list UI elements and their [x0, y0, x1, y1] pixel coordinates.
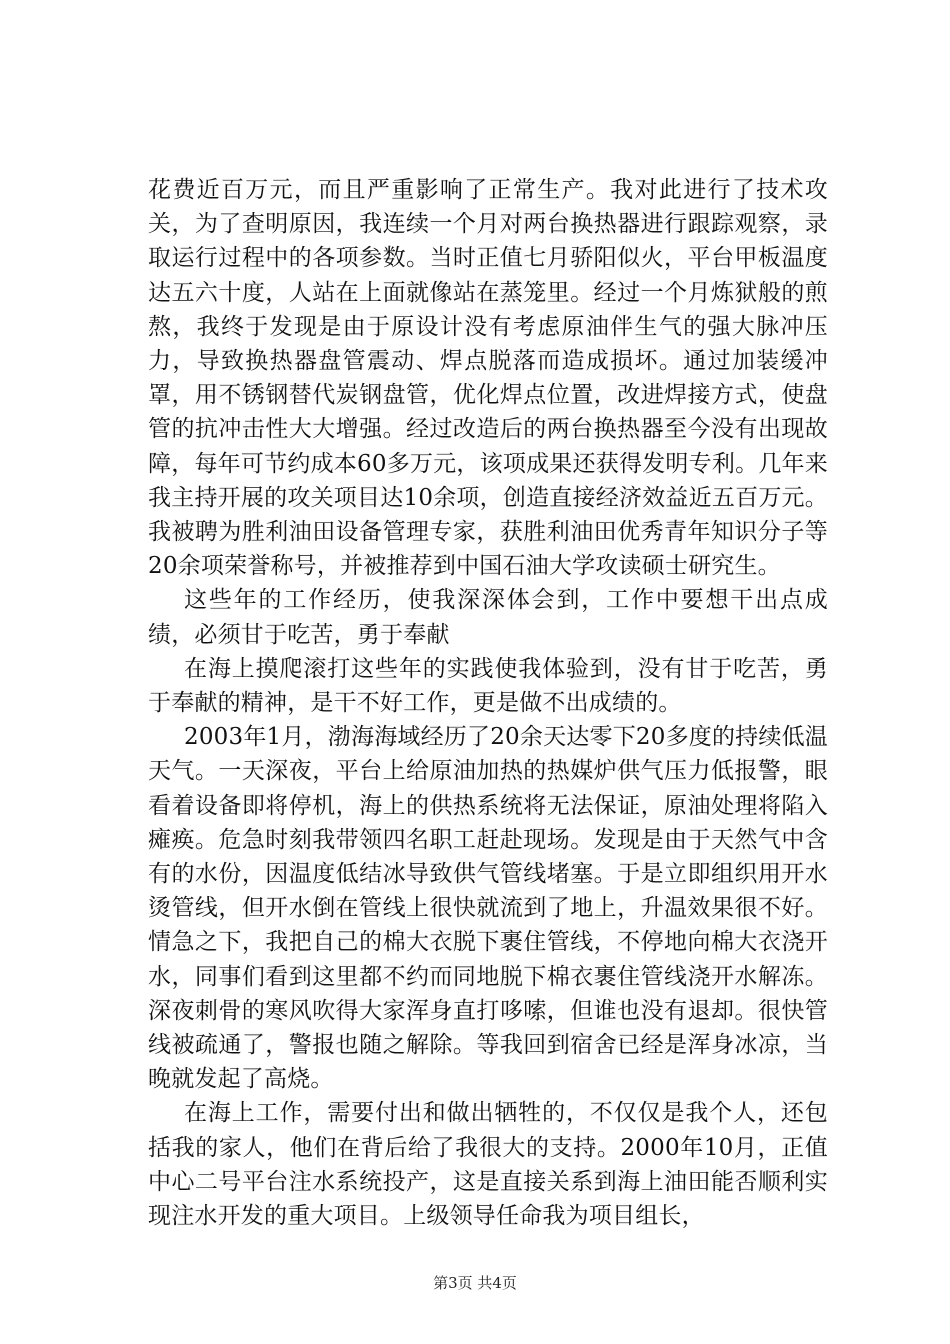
document-body: [148, 173, 828, 1233]
paragraph-family-support: 在海上工作，需要付出和做出牺牲的，不仅仅是我个人，还包括我的家人，他们在背后给了我很大的支持。2000年10月，正值中心二号平台注水系统投产，这是直接关系到海上油田能否顺利实现注水开发的重大项目。上级领导任命我为项目组长，: [148, 1100, 828, 1230]
page-number-footer: 第3页 共4页: [433, 1274, 517, 1292]
paragraph-continuation: 花费近百万元，而且严重影响了正常生产。我对此进行了技术攻关，为了查明原因，我连续一个月对两台换热器进行跟踪观察，录取运行过程中的各项参数。当时正值七月骄阳似火，平台甲板温度达五六十度，人站在上面就像站在蒸笼里。经过一个月炼狱般的煎熬，我终于发现是由于原设计没有考虑原油伴生气的强大脉冲压力，导致换热器盘管震动、焊点脱落而造成损坏。通过加装缓冲罩，用不锈钢替代炭钢盘管，优化焊点位置，改进焊接方式，使盘管的抗冲击性大大增强。经过改造后的两台换热器至今没有出现故障，每年可节约成本60多万元，该项成果还获得发明专利。几年来我主持开展的攻关项目达10余项，创造直接经济效益近五百万元。我被聘为胜利油田设备管理专家，获胜利油田优秀青年知识分子等20余项荣誉称号，并被推荐到中国石油大学攻读硕士研究生。: [148, 177, 828, 580]
paragraph-heading-experience: 这些年的工作经历，使我深深体会到，工作中要想干出点成绩，必须甘于吃苦，勇于奉献: [148, 587, 828, 648]
paragraph-practice: 在海上摸爬滚打这些年的实践使我体验到，没有甘于吃苦，勇于奉献的精神，是干不好工作，更是做不出成绩的。: [148, 655, 828, 717]
paragraph-2003-story: 2003年1月，渤海海域经历了20余天达零下20多度的持续低温天气。一天深夜，平台上给原油加热的热媒炉供气压力低报警，眼看着设备即将停机，海上的供热系统将无法保证，原油处理将陷入瘫痪。危急时刻我带领四名职工赶赴现场。发现是由于天然气中含有的水份，因温度低结冰导致供气管线堵塞。于是立即组织用开水烫管线，但开水倒在管线上很快就流到了地上，升温效果很不好。情急之下，我把自己的棉大衣脱下裹住管线，不停地向棉大衣浇开水，同事们看到这里都不约而同地脱下棉衣裹住管线浇开水解冻。深夜刺骨的寒风吹得大家浑身直打哆嗦，但谁也没有退却。很快管线被疏通了，警报也随之解除。等我回到宿舍已经是浑身冰凉，当晚就发起了高烧。: [148, 724, 828, 1093]
